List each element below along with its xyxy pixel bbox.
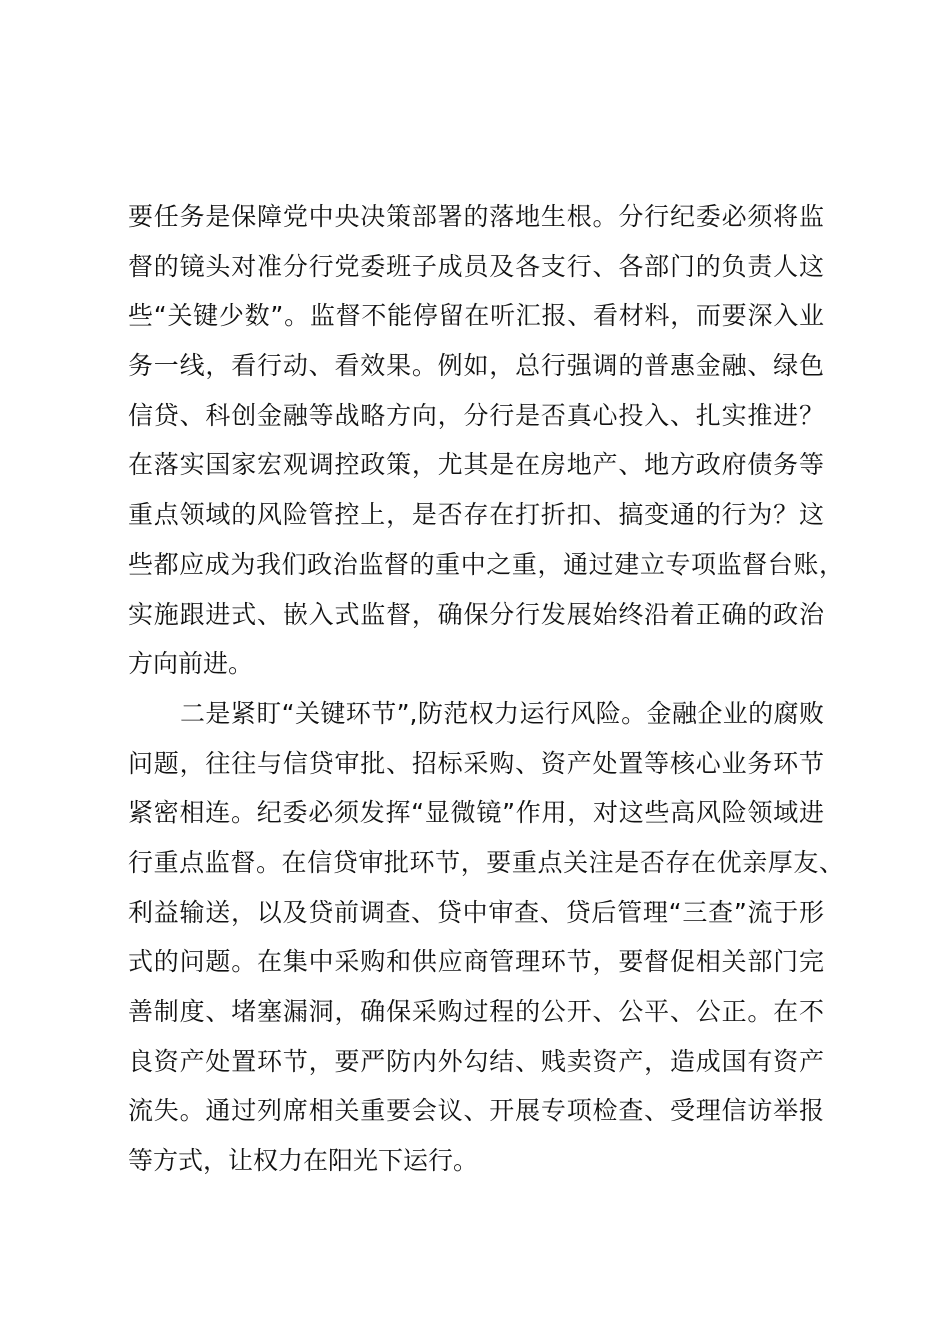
text-line: 二是紧盯“关键环节”,防范权力运行风险。金融企业的腐败 [180, 698, 824, 728]
text-line: 紧密相连。纪委必须发挥“显微镜”作用，对这些高风险领域进 [128, 798, 824, 828]
text-line: 要任务是保障党中央决策部署的落地生根。分行纪委必须将监 [128, 202, 824, 231]
text-line: 重点领域的风险管控上，是否存在打折扣、搞变通的行为？这 [128, 500, 824, 530]
paragraph-1 [128, 192, 844, 689]
body-text [128, 192, 844, 1186]
text-line: 善制度、堵塞漏洞，确保采购过程的公开、公平、公正。在不 [128, 997, 824, 1026]
text-line: 行重点监督。在信贷审批环节，要重点关注是否存在优亲厚友、 [128, 847, 844, 877]
text-line: 问题，往往与信贷审批、招标采购、资产处置等核心业务环节 [128, 748, 824, 778]
text-line: 良资产处置环节，要严防内外勾结、贱卖资产，造成国有资产 [128, 1046, 824, 1076]
paragraph-2 [128, 689, 844, 1186]
text-line: 方向前进。 [128, 649, 254, 679]
text-line: 些“关键少数”。监督不能停留在听汇报、看材料，而要深入业 [128, 301, 824, 331]
text-line: 利益输送，以及贷前调查、贷中审查、贷后管理“三查”流于形 [128, 897, 824, 927]
text-line: 在落实国家宏观调控政策，尤其是在房地产、地方政府债务等 [128, 450, 824, 480]
text-line: 式的问题。在集中采购和供应商管理环节，要督促相关部门完 [128, 947, 824, 977]
text-line: 信贷、科创金融等战略方向，分行是否真心投入、扎实推进？ [128, 400, 824, 430]
text-line: 等方式，让权力在阳光下运行。 [128, 1146, 479, 1176]
text-line: 实施跟进式、嵌入式监督，确保分行发展始终沿着正确的政治 [128, 599, 824, 629]
text-line: 督的镜头对准分行党委班子成员及各支行、各部门的负责人这 [128, 251, 824, 281]
text-line: 务一线，看行动、看效果。例如，总行强调的普惠金融、绿色 [128, 351, 824, 381]
text-line: 些都应成为我们政治监督的重中之重，通过建立专项监督台账， [128, 549, 844, 579]
text-line: 流失。通过列席相关重要会议、开展专项检查、受理信访举报 [128, 1096, 824, 1126]
